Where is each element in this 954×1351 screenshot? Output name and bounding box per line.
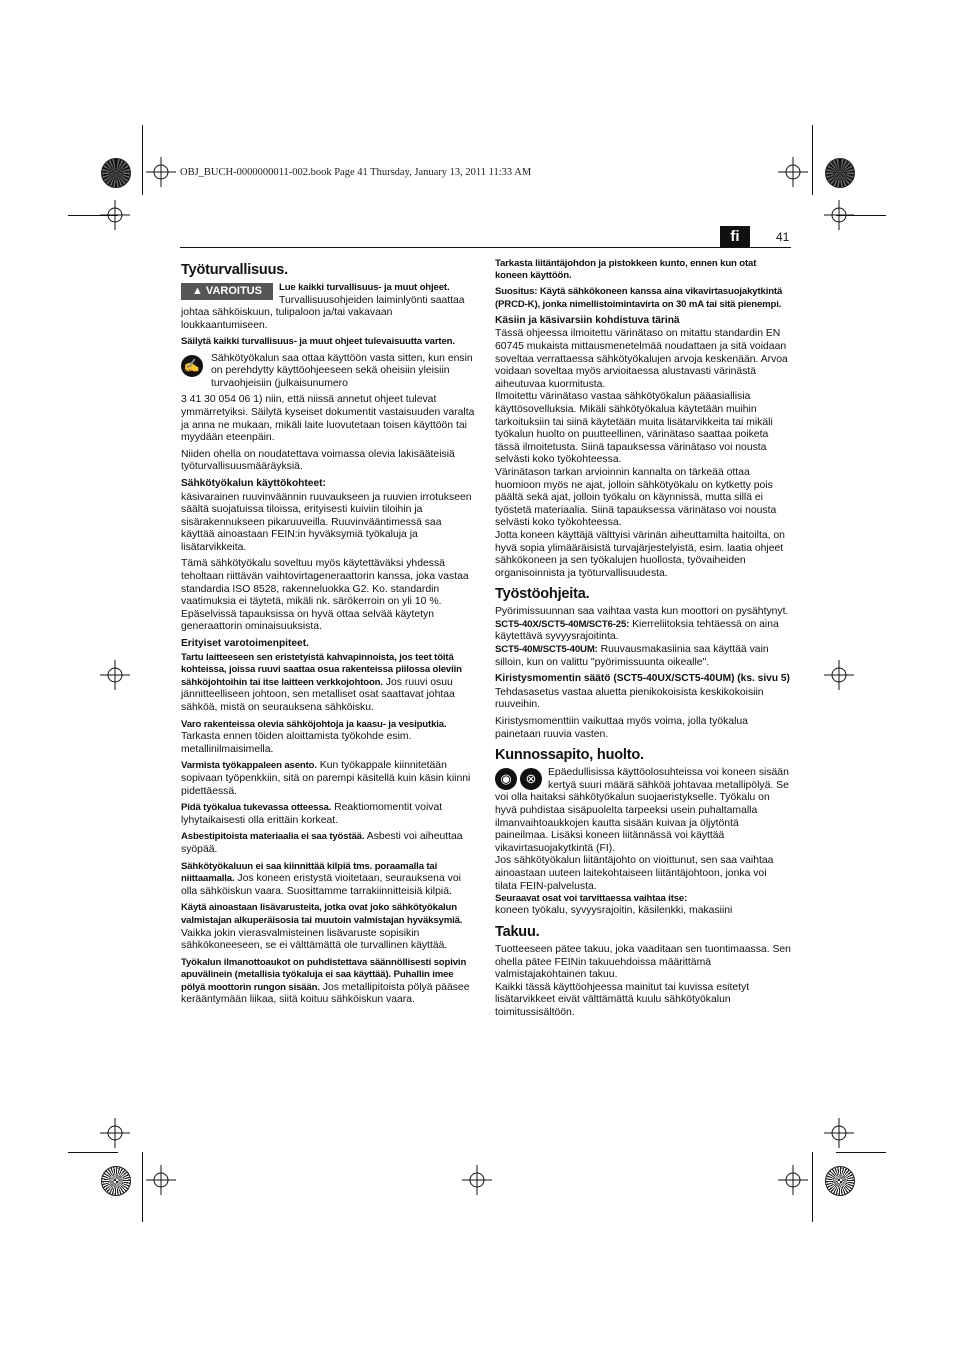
precaution-2-bold: Varo rakenteissa olevia sähköjohtoja ja kaasu- ja vesiputkia. — [181, 718, 447, 730]
precaution-8-bold: Työkalun ilmanottoaukot on puhdistettava säännöllisesti sopivin apuvälinein (metallisia työkaluja ei saa käyttää). Puhallin imee pölyä moottorin rungon sisään. — [181, 956, 467, 993]
section-title-safety: Työturvallisuus. — [181, 262, 288, 278]
precaution-2-text: Tarkasta ennen töiden aloittamista työkohde esim. metallinilmaisimella. — [181, 731, 412, 755]
crop-line — [812, 125, 813, 195]
working-note-2-text: Ruuvausmakasiinia saa käyttää vain silloin, kun on valittu "pyörimissuunta oikealle". — [495, 644, 769, 668]
crosshair-mark — [778, 1165, 808, 1195]
warning-text: Turvallisuusohjeiden laiminlyönti saattaa johtaa sähköiskuun, tulipaloon ja/tai vakavaan loukkaantumiseen. — [181, 294, 465, 331]
eye-protection-icon: ⊗ — [520, 768, 542, 790]
crosshair-mark — [146, 157, 176, 187]
color-bar-mark-bottom-right — [825, 1166, 855, 1196]
crosshair-mark — [462, 1165, 492, 1195]
maintenance-text-1: Epäedullisissa käyttöolosuhteissa voi koneen sisään kertyä suuri määrä sähköä johtavaa metallipölyä. Se voi olla haitaksi sähkötyökalun suojaeristykselle. Työkalu on hyvä puhdistaa sisäpuolelta tarpeeksi usein puhaltamalla ilmanvaihtoaukkojen kautta sisään kuivaa ja öljytöntä paineilmaa. Lisäksi koneen liitännässä voi käyttää vikavirtasuojakytkintä (FI). — [495, 767, 789, 854]
crop-line — [68, 1152, 118, 1153]
precaution-6 — [181, 861, 477, 899]
vibration-text-2: Ilmoitettu värinätaso vastaa sähkötyökalun pääasiallisia käyttösovelluksia. Mikäli sähkötyökalua käytetään muihin tarkoituksiin tai siinä käytetään muita lisätarvikkeita tai mikäli työkalun huolto on puutteellinen, värinätaso saattaa poiketa tässä ilmoitetusta. Siinä tapauksessa värinätaso voi nousta selvästi koko työkohteessa. — [495, 391, 773, 466]
maintenance-text-2: Jos sähkötyökalun liitäntäjohto on vioittunut, sen saa vaihtaa ainoastaan uuteen laitekohtaiseen liitäntäjohtoon, jonka voi tilata FEIN-palvelusta. — [495, 855, 774, 892]
precaution-1-bold: Tartu laitteeseen sen eristetyistä kahvapinnoista, jos teet töitä kohteissa, joissa ruuvi saattaa osua rakenteissa piilossa oleviin sähköjohtoihin tai itse laitteen verkkojohtoon. — [181, 651, 462, 688]
manual-text-continued: 3 41 30 054 06 1) niin, että niissä annetut ohjeet tulevat ymmärretyiksi. Säilytä kyseiset dokumentit vastaisuuden varalta ja anna ne mukaan, mikäli laite luovutetaan toisen käyttöön tai myydään eteenpäin. — [181, 394, 475, 444]
section-title-working: Työstöohjeita. — [495, 586, 590, 603]
precaution-1-text: Jos ruuvi osuu jännitteelliseen johtoon, sen metalliset osat saattavat johtaa sähköä, mistä on seurauksena sähköisku. — [181, 676, 455, 714]
crosshair-mark — [778, 157, 808, 187]
working-note-2-bold: SCT5-40M/SCT5-40UM: — [495, 644, 598, 656]
precaution-8-text: Jos metallipitoista pölyä pääsee kerääntymään liikaa, siitä koituu sähköiskun vaara. — [181, 981, 470, 1006]
working-note-1-bold: SCT5-40X/SCT5-40M/SCT6-25: — [495, 618, 630, 630]
warning-badge — [181, 283, 273, 300]
precaution-4 — [181, 802, 477, 827]
warranty-text-1: Tuotteeseen pätee takuu, joka vaaditaan sen tuontimaassa. Sen ohella pätee FEINin takuuehdoissa määrittämä valmistajakohtainen takuu. — [495, 943, 791, 981]
page-number: 41 — [776, 230, 790, 244]
crosshair-mark — [824, 200, 854, 230]
crop-line — [142, 1152, 143, 1222]
section-title-maintenance: Kunnossapito, huolto. — [495, 747, 644, 764]
working-note-1 — [495, 619, 791, 644]
precaution-4-text: Reaktiomomentit voivat lyhytaikaisesti olla erittäin korkeat. — [181, 802, 443, 826]
precaution-4-bold: Pidä työkalua tukevassa otteessa. — [181, 802, 332, 814]
precaution-7 — [181, 902, 477, 952]
warning-label: VAROITUS — [205, 285, 262, 297]
precaution-6-text: Jos koneen eristystä vioitetaan, seurauksena voi olla sähköiskun vaara. Suosittamme tarrakiinnitteisiä kilpiä. — [181, 873, 461, 897]
warning-triangle-icon: ▲ — [192, 285, 203, 297]
keep-instructions: Säilytä kaikki turvallisuus- ja muut ohjeet tulevaisuutta varten. — [181, 336, 455, 348]
check-cable: Tarkasta liitäntäjohdon ja pistokkeen kunto, ennen kun otat koneen käyttöön. — [495, 258, 757, 282]
protective-icons — [495, 768, 542, 790]
crosshair-mark — [824, 660, 854, 690]
use-text: käsivarainen ruuvinväännin ruuvaukseen ja ruuvien irrotukseen säältä suojatuissa tiloissa, erityisesti kuiviin tiloihin ja sisärakennukseen pikaruuveilla. Ruuvinvääntimessä saa käyttää ainoastaan FEIN:in hyväksymiä työkaluja ja lisätarvikkeita. — [181, 491, 472, 553]
working-note-2 — [495, 644, 791, 669]
precaution-1 — [181, 652, 477, 715]
vibration-text-3: Värinätason tarkan arvioinnin kannalta on tärkeää ottaa huomioon myös ne ajat, jolloin sähkötyökalu on kytketty pois päältä sekä ajat, jolloin työkalu on käynnissä, mutta sillä ei työstetä materiaalia. Siinä tapauksessa värinätaso voi nousta selvästi koko työkohteessa. — [495, 466, 777, 529]
crosshair-mark — [100, 660, 130, 690]
warning-paragraph — [181, 282, 477, 332]
color-bar-mark-top-left — [101, 158, 131, 188]
crosshair-mark — [100, 1118, 130, 1148]
crosshair-mark — [100, 200, 130, 230]
working-note-1-text: Kierreliitoksia tehtäessä on aina käytettävä syvyysrajoitinta. — [495, 618, 779, 643]
color-bar-mark-top-right — [825, 158, 855, 188]
law-text: Niiden ohella on noudatettava voimassa olevia lakisääteisiä työturvallisuusmääräyksiä. — [181, 448, 455, 473]
manual-paragraph — [181, 353, 477, 391]
torque-heading: Kiristysmomentin säätö (SCT5-40UX/SCT5-40UM) (ks. sivu 5) — [495, 673, 790, 685]
crosshair-mark — [146, 1165, 176, 1195]
vibration-text-1: Tässä ohjeessa ilmoitettu värinätaso on mitattu standardin EN 60745 mukaista mittausmenetelmää noudattaen ja sitä voidaan soveltaa verrattaessa sähkötyökalujen arvoja keskenään. Arvoa voidaan soveltaa myös arvioitaessa alustavasti värinästä aiheutuvaa kuormitusta. — [495, 328, 788, 390]
generator-text: Tämä sähkötyökalu soveltuu myös käytettäväksi yhdessä teholtaan riittävän vaihtovirtageneraattorin kanssa, joka vastaa standardia ISO 8528, rakenneluokka G2. Ko. standardin vaatimuksia ei täytetä, mikäli nk. särökerroin on yli 10 %. Epäselvissä tapauksissa on hyvä ottaa selvää käytetyn generaattorin ominaisuuksista. — [181, 558, 469, 633]
precaution-5-text: Asbesti voi aiheuttaa syöpää. — [181, 831, 463, 855]
right-column — [495, 258, 791, 1024]
torque-text-2: Kiristysmomenttiin vaikuttaa myös voima, jolla työkalua painetaan ruuvia vasten. — [495, 716, 748, 740]
ear-protection-icon: ◉ — [495, 768, 517, 790]
precaution-2 — [181, 719, 477, 757]
parts-text: koneen työkalu, syvyysrajoitin, käsilenkki, makasiini — [495, 905, 733, 917]
crop-line — [142, 125, 143, 195]
precaution-6-bold: Sähkötyökaluun ei saa kiinnittää kilpiä tms. poraamalla tai niittaamalla. — [181, 860, 438, 885]
vibration-heading: Käsiin ja käsivarsiin kohdistuva tärinä — [495, 314, 680, 326]
crop-line — [836, 1152, 886, 1153]
vibration-text-4: Jotta koneen käyttäjä välttyisi värinän aiheuttamilta haitoilta, on hyvä sopia ylimääräisistä turvajärjestelyistä, esim. laatia ohjeet sähkökoneen ja sen työkalujen huollosta, työvaiheiden organisoinnista ja työturvallisuudesta. — [495, 529, 785, 579]
book-info-line: OBJ_BUCH-0000000011-002.book Page 41 Thursday, January 13, 2011 11:33 AM — [180, 167, 532, 178]
precaution-8 — [181, 957, 477, 1007]
precaution-3-text: Kun työkappale kiinnitetään sopivaan työpenkkiin, sitä on parempi käsitellä kuin käsin kiinni pidettäessä. — [181, 760, 471, 797]
parts-heading: Seuraavat osat voi tarvittaessa vaihtaa itse: — [495, 893, 688, 905]
warning-bold: Lue kaikki turvallisuus- ja muut ohjeet. — [279, 282, 450, 293]
precaution-3-bold: Varmista työkappaleen asento. — [181, 760, 317, 772]
left-column — [181, 256, 477, 1011]
precaution-7-bold: Käytä ainoastaan lisävarusteita, jotka ovat joko sähkötyökalun valmistajan alkuperäisosia tai muutoin valmistajan hyväksymiä. — [181, 902, 463, 926]
warranty-text-2: Kaikki tässä käyttöohjeessa mainitut tai kuvissa esitetyt lisätarvikkeet eivät välttämättä kuulu sähkötyökalun toimitussisältöön. — [495, 981, 750, 1018]
section-title-warranty: Takuu. — [495, 923, 540, 940]
use-heading: Sähkötyökalun käyttökohteet: — [181, 477, 326, 489]
rcd-recommendation: Suositus: Käytä sähkökoneen kanssa aina vikavirtasuojakytkintä (PRCD-K), jonka nimellistoimintavirta on 30 mA tai sitä pienempi. — [495, 286, 783, 310]
precaution-3 — [181, 760, 477, 798]
crop-line — [812, 1152, 813, 1222]
color-bar-mark-bottom-left — [101, 1166, 131, 1196]
read-manual-icon: ✍ — [181, 355, 203, 377]
header-rule — [180, 247, 791, 248]
maintenance-paragraph — [495, 767, 791, 855]
precaution-5 — [181, 831, 477, 856]
precaution-7-text: Vaikka jokin vierasvalmisteinen lisävaruste sopisikin sähkökoneeseen, se ei välttämättä ole turvallinen käyttää. — [181, 927, 448, 952]
torque-text-1: Tehdasasetus vastaa aluetta pienikokoisista keskikokoisiin ruuveihin. — [495, 686, 764, 711]
crosshair-mark — [824, 1118, 854, 1148]
special-precautions-heading: Erityiset varotoimenpiteet. — [181, 638, 309, 650]
precaution-5-bold: Asbestipitoista materiaalia ei saa työstää. — [181, 831, 365, 843]
working-text: Pyörimissuunnan saa vaihtaa vasta kun moottori on pysähtynyt. — [495, 606, 789, 618]
language-tab: fi — [720, 226, 750, 248]
manual-text: Sähkötyökalun saa ottaa käyttöön vasta sitten, kun ensin on perehdytty käyttöohjeeseen sekä oheisiin yleisiin turvaohjeisiin (julkaisunumero — [211, 352, 473, 389]
